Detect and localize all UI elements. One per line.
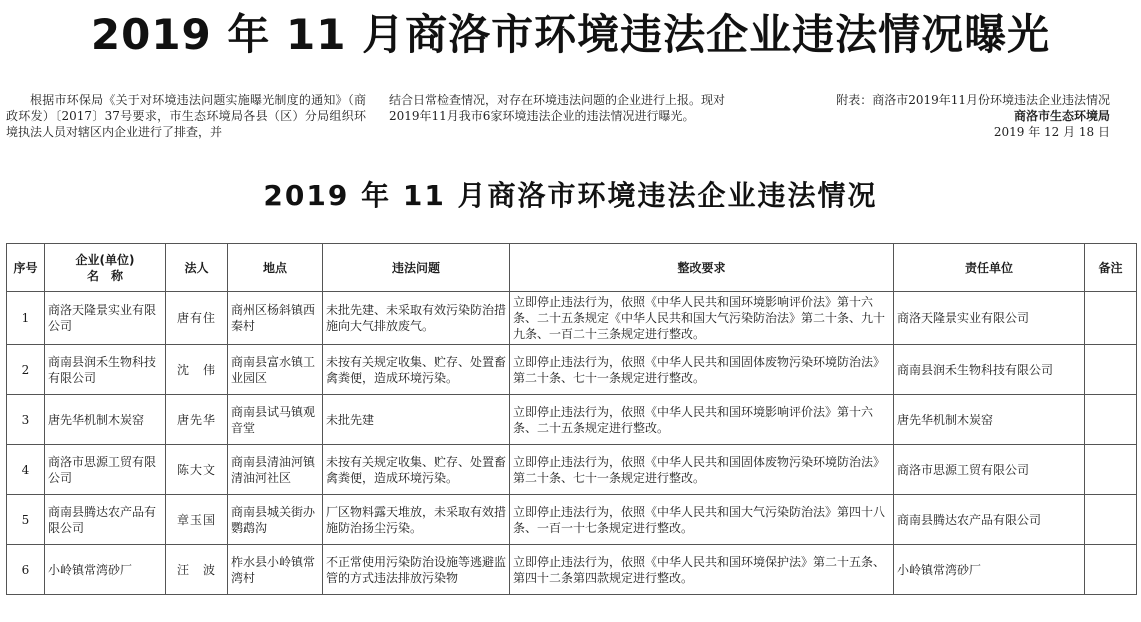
table-header-row bbox=[7, 244, 1137, 292]
cell-location: 商南县试马镇观音堂 bbox=[228, 395, 323, 445]
cell-legal-person: 汪 波 bbox=[166, 545, 228, 595]
violations-table bbox=[6, 243, 1137, 595]
cell-no: 4 bbox=[7, 445, 45, 495]
cell-legal-person: 沈 伟 bbox=[166, 345, 228, 395]
cell-remarks bbox=[1085, 395, 1137, 445]
header-no: 序号 bbox=[7, 244, 45, 292]
table-row bbox=[7, 495, 1137, 545]
cell-remarks bbox=[1085, 495, 1137, 545]
header-company bbox=[45, 244, 166, 292]
cell-company: 商南县润禾生物科技有限公司 bbox=[45, 345, 166, 395]
cell-requirement: 立即停止违法行为，依照《中华人民共和国大气污染防治法》第四十八条、一百一十七条规定进行整改。 bbox=[510, 495, 894, 545]
cell-responsible: 唐先华机制木炭窑 bbox=[894, 395, 1085, 445]
header-legal-person: 法人 bbox=[166, 244, 228, 292]
cell-responsible: 商南县腾达农产品有限公司 bbox=[894, 495, 1085, 545]
cell-location: 商州区杨斜镇西秦村 bbox=[228, 292, 323, 345]
cell-legal-person: 陈大文 bbox=[166, 445, 228, 495]
cell-requirement: 立即停止违法行为，依照《中华人民共和国环境保护法》第二十五条、第四十二条第四款规定进行整改。 bbox=[510, 545, 894, 595]
issue-date: 2019 年 12 月 18 日 bbox=[993, 125, 1110, 139]
cell-requirement: 立即停止违法行为，依照《中华人民共和国环境影响评价法》第十六条、二十五条规定进行整改。 bbox=[510, 395, 894, 445]
cell-legal-person: 章玉国 bbox=[166, 495, 228, 545]
table-row bbox=[7, 545, 1137, 595]
cell-responsible: 小岭镇常湾砂厂 bbox=[894, 545, 1085, 595]
intro-paragraph-1: 根据市环保局《关于对环境违法问题实施曝光制度的通知》（商政环发）〔2017〕37号要求，市生态环境局各县（区）分局组织环境执法人员对辖区内企业进行了排查，并 bbox=[6, 93, 366, 139]
cell-company: 唐先华机制木炭窑 bbox=[45, 395, 166, 445]
attachment-note: 附表：商洛市2019年11月份环境违法企业违法情况 bbox=[836, 93, 1110, 107]
cell-location: 商南县清油河镇清油河社区 bbox=[228, 445, 323, 495]
table-row bbox=[7, 345, 1137, 395]
cell-remarks bbox=[1085, 445, 1137, 495]
cell-issue: 未按有关规定收集、贮存、处置畜禽粪便，造成环境污染。 bbox=[323, 445, 510, 495]
cell-requirement: 立即停止违法行为，依照《中华人民共和国固体废物污染环境防治法》第二十条、七十一条规定进行整改。 bbox=[510, 445, 894, 495]
header-company-line2: 名 称 bbox=[86, 268, 123, 283]
cell-responsible: 商南县润禾生物科技有限公司 bbox=[894, 345, 1085, 395]
cell-issue: 未按有关规定收集、贮存、处置畜禽粪便，造成环境污染。 bbox=[323, 345, 510, 395]
cell-company: 商南县腾达农产品有限公司 bbox=[45, 495, 166, 545]
cell-no: 5 bbox=[7, 495, 45, 545]
header-requirement: 整改要求 bbox=[510, 244, 894, 292]
table-title: 2019 年 11 月商洛市环境违法企业违法情况 bbox=[263, 179, 878, 212]
cell-location: 商南县城关街办鹦鹉沟 bbox=[228, 495, 323, 545]
cell-remarks bbox=[1085, 345, 1137, 395]
cell-location: 柞水县小岭镇常湾村 bbox=[228, 545, 323, 595]
cell-company: 商洛市思源工贸有限公司 bbox=[45, 445, 166, 495]
cell-requirement: 立即停止违法行为，依照《中华人民共和国固体废物污染环境防治法》第二十条、七十一条规定进行整改。 bbox=[510, 345, 894, 395]
header-responsible: 责任单位 bbox=[894, 244, 1085, 292]
cell-remarks bbox=[1085, 545, 1137, 595]
cell-issue: 不正常使用污染防治设施等逃避监管的方式违法排放污染物 bbox=[323, 545, 510, 595]
table-row bbox=[7, 395, 1137, 445]
page-title: 2019 年 11 月商洛市环境违法企业违法情况曝光 bbox=[90, 10, 1051, 59]
cell-issue: 未批先建 bbox=[323, 395, 510, 445]
issuer-block bbox=[770, 92, 1110, 140]
intro-paragraph-2: 结合日常检查情况，对存在环境违法问题的企业进行上报。现对2019年11月我市6家环境违法企业的违法情况进行曝光。 bbox=[389, 93, 726, 123]
header-company-line1: 企业(单位) bbox=[75, 252, 135, 267]
cell-legal-person: 唐先华 bbox=[166, 395, 228, 445]
issuer-name: 商洛市生态环境局 bbox=[1013, 109, 1110, 123]
cell-issue: 厂区物料露天堆放，未采取有效措施防治扬尘污染。 bbox=[323, 495, 510, 545]
cell-company: 商洛天隆景实业有限公司 bbox=[45, 292, 166, 345]
cell-no: 3 bbox=[7, 395, 45, 445]
cell-responsible: 商洛市思源工贸有限公司 bbox=[894, 445, 1085, 495]
cell-company: 小岭镇常湾砂厂 bbox=[45, 545, 166, 595]
header-issue: 违法问题 bbox=[323, 244, 510, 292]
cell-requirement: 立即停止违法行为，依照《中华人民共和国环境影响评价法》第十六条、二十五条规定《中华人民共和国大气污染防治法》第二十条、九十九条、一百二十三条规定进行整改。 bbox=[510, 292, 894, 345]
table-row bbox=[7, 292, 1137, 345]
cell-responsible: 商洛天隆景实业有限公司 bbox=[894, 292, 1085, 345]
header-location: 地点 bbox=[228, 244, 323, 292]
table-row bbox=[7, 445, 1137, 495]
cell-no: 2 bbox=[7, 345, 45, 395]
cell-no: 6 bbox=[7, 545, 45, 595]
cell-remarks bbox=[1085, 292, 1137, 345]
cell-issue: 未批先建、未采取有效污染防治措施向大气排放废气。 bbox=[323, 292, 510, 345]
cell-legal-person: 唐有住 bbox=[166, 292, 228, 345]
cell-location: 商南县富水镇工业园区 bbox=[228, 345, 323, 395]
cell-no: 1 bbox=[7, 292, 45, 345]
header-remarks: 备注 bbox=[1085, 244, 1137, 292]
